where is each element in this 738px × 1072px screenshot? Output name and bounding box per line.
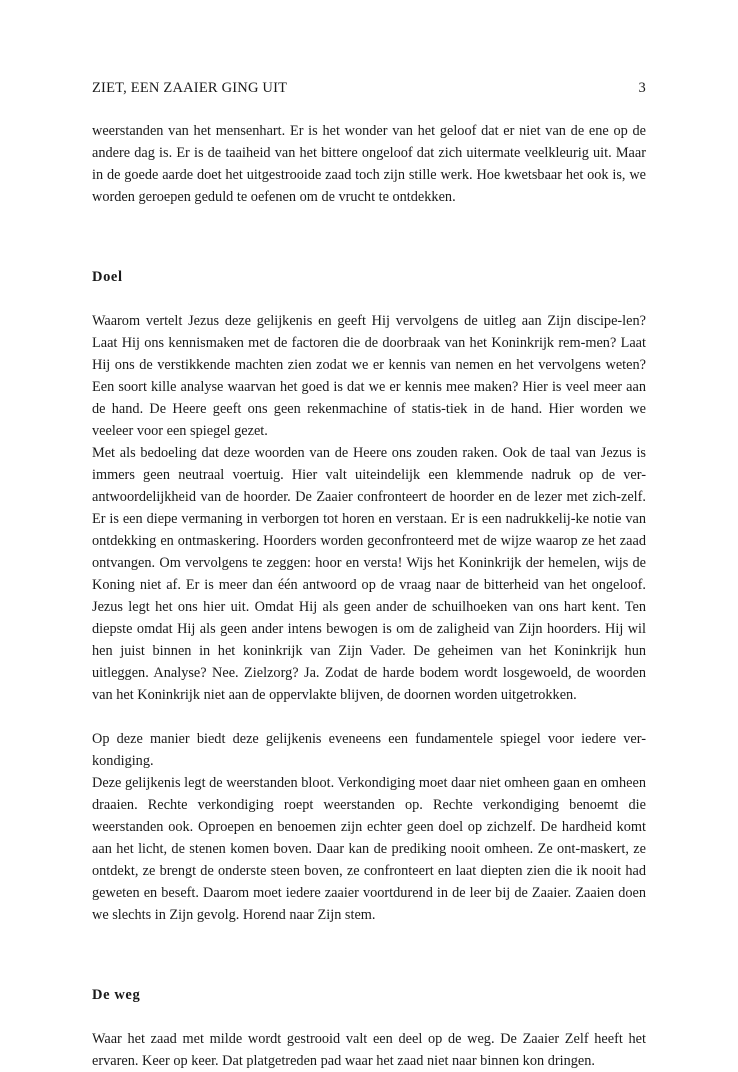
page-number: 3: [638, 80, 646, 96]
doel-paragraph-2: Met als bedoeling dat deze woorden van de Heere ons zouden raken. Ook de taal van Jezus is immers geen neutraal voertuig. Hier valt uiteindelijk een klemmende nadruk op de ver-antwoordelijkheid van de hoorder. De Zaaier confronteert de hoorder en de lezer met zich-zelf. Er is een diepe vermaning in verborgen tot horen en verstaan. Er is een nadrukkelij-ke notie van ontdekking en ontmaskering. Hoorders worden geconfronteerd met de wijze waarop ze het zaad ontvangen. Om vervolgens te zeggen: hoor en versta! Wijs het Koninkrijk der hemelen, wijs de Koning niet af. Er is meer dan één antwoord op de vraag naar de bitterheid van het ongeloof. Jezus legt het ons hier uit. Omdat Hij als geen ander de schuilhoeken van ons hart kent. Ten diepste omdat Hij als geen ander intens bewogen is om de zaligheid van Zijn hoorders. Hij wil hen juist binnen in het koninkrijk van Zijn Vader. De geheimen van het Koninkrijk hun uitleggen. Analyse? Nee. Zielzorg? Ja. Zodat de harde bodem wordt losgewoeld, de woorden van het Koninkrijk niet aan de oppervlakte blijven, de doornen worden uitgetrokken.: [92, 445, 646, 703]
spacer: [92, 706, 646, 728]
spacer: [92, 926, 646, 962]
section-heading-doel: Doel: [92, 269, 123, 285]
spacer: [92, 208, 646, 244]
doel-paragraph-3: Op deze manier biedt deze gelijkenis eveneens een fundamentele spiegel voor iedere ver-kondiging.: [92, 731, 646, 769]
book-page: [92, 0, 646, 1068]
doel-paragraph-1: Waarom vertelt Jezus deze gelijkenis en geeft Hij vervolgens de uitleg aan Zijn discipe-len? Laat Hij ons kennismaken met de factoren die de doorbraak van het Koninkrijk rem-men? Laat Hij ons de verstikkende machten zien zodat we er kennis van nemen en het vervolgens weten? Een soort kille analyse waarvan het goed is dat we er kennis mee maken? Hier is veel meer aan de hand. De Heere geeft ons geen rekenmachine of statis-tiek in de hand. Hier worden we veeleer voor een spiegel gezet.: [92, 313, 646, 439]
spacer: [92, 962, 646, 984]
weg-paragraph-1: Waar het zaad met milde wordt gestrooid valt een deel op de weg. De Zaaier Zelf heeft het ervaren. Keer op keer. Dat platgetreden pad waar het zaad niet naar binnen kon dringen.: [92, 1031, 646, 1069]
section-heading-de-weg: De weg: [92, 987, 141, 1003]
spacer: [92, 244, 646, 266]
doel-paragraph-4: Deze gelijkenis legt de weerstanden bloot. Verkondiging moet daar niet omheen gaan en omheen draaien. Rechte verkondiging roept weerstanden op. Rechte verkondiging benoemt die weerstanden ook. Oproepen en benoemen zijn echter geen doel op zichzelf. De hardheid komt aan het licht, de stenen komen boven. Daar kan de prediking nooit omheen. Ze ont-maskert, ze ontdekt, ze brengt de onderste steen boven, ze confronteert en laat diepten zien die ik nooit had geweten en beseft. Daarom moet iedere zaaier voortdurend in de leer bij de Zaaier. Zaaien doen we slechts in Zijn gevolg. Horend naar Zijn stem.: [92, 775, 646, 923]
intro-paragraph: weerstanden van het mensenhart. Er is het wonder van het geloof dat er niet van de ene op de andere dag is. Er is de taaiheid van het bittere ongeloof dat zich uitermate veelkleurig uit. Maar in de goede aarde doet het uitgestrooide zaad toch zijn stille werk. Hoe kwetsbaar het ook is, we worden geroepen geduld te oefenen om de vrucht te ontdekken.: [92, 123, 646, 205]
body-text: [92, 120, 646, 1072]
running-title: ZIET, EEN ZAAIER GING UIT: [92, 80, 288, 96]
spacer: [92, 1006, 646, 1028]
spacer: [92, 288, 646, 310]
